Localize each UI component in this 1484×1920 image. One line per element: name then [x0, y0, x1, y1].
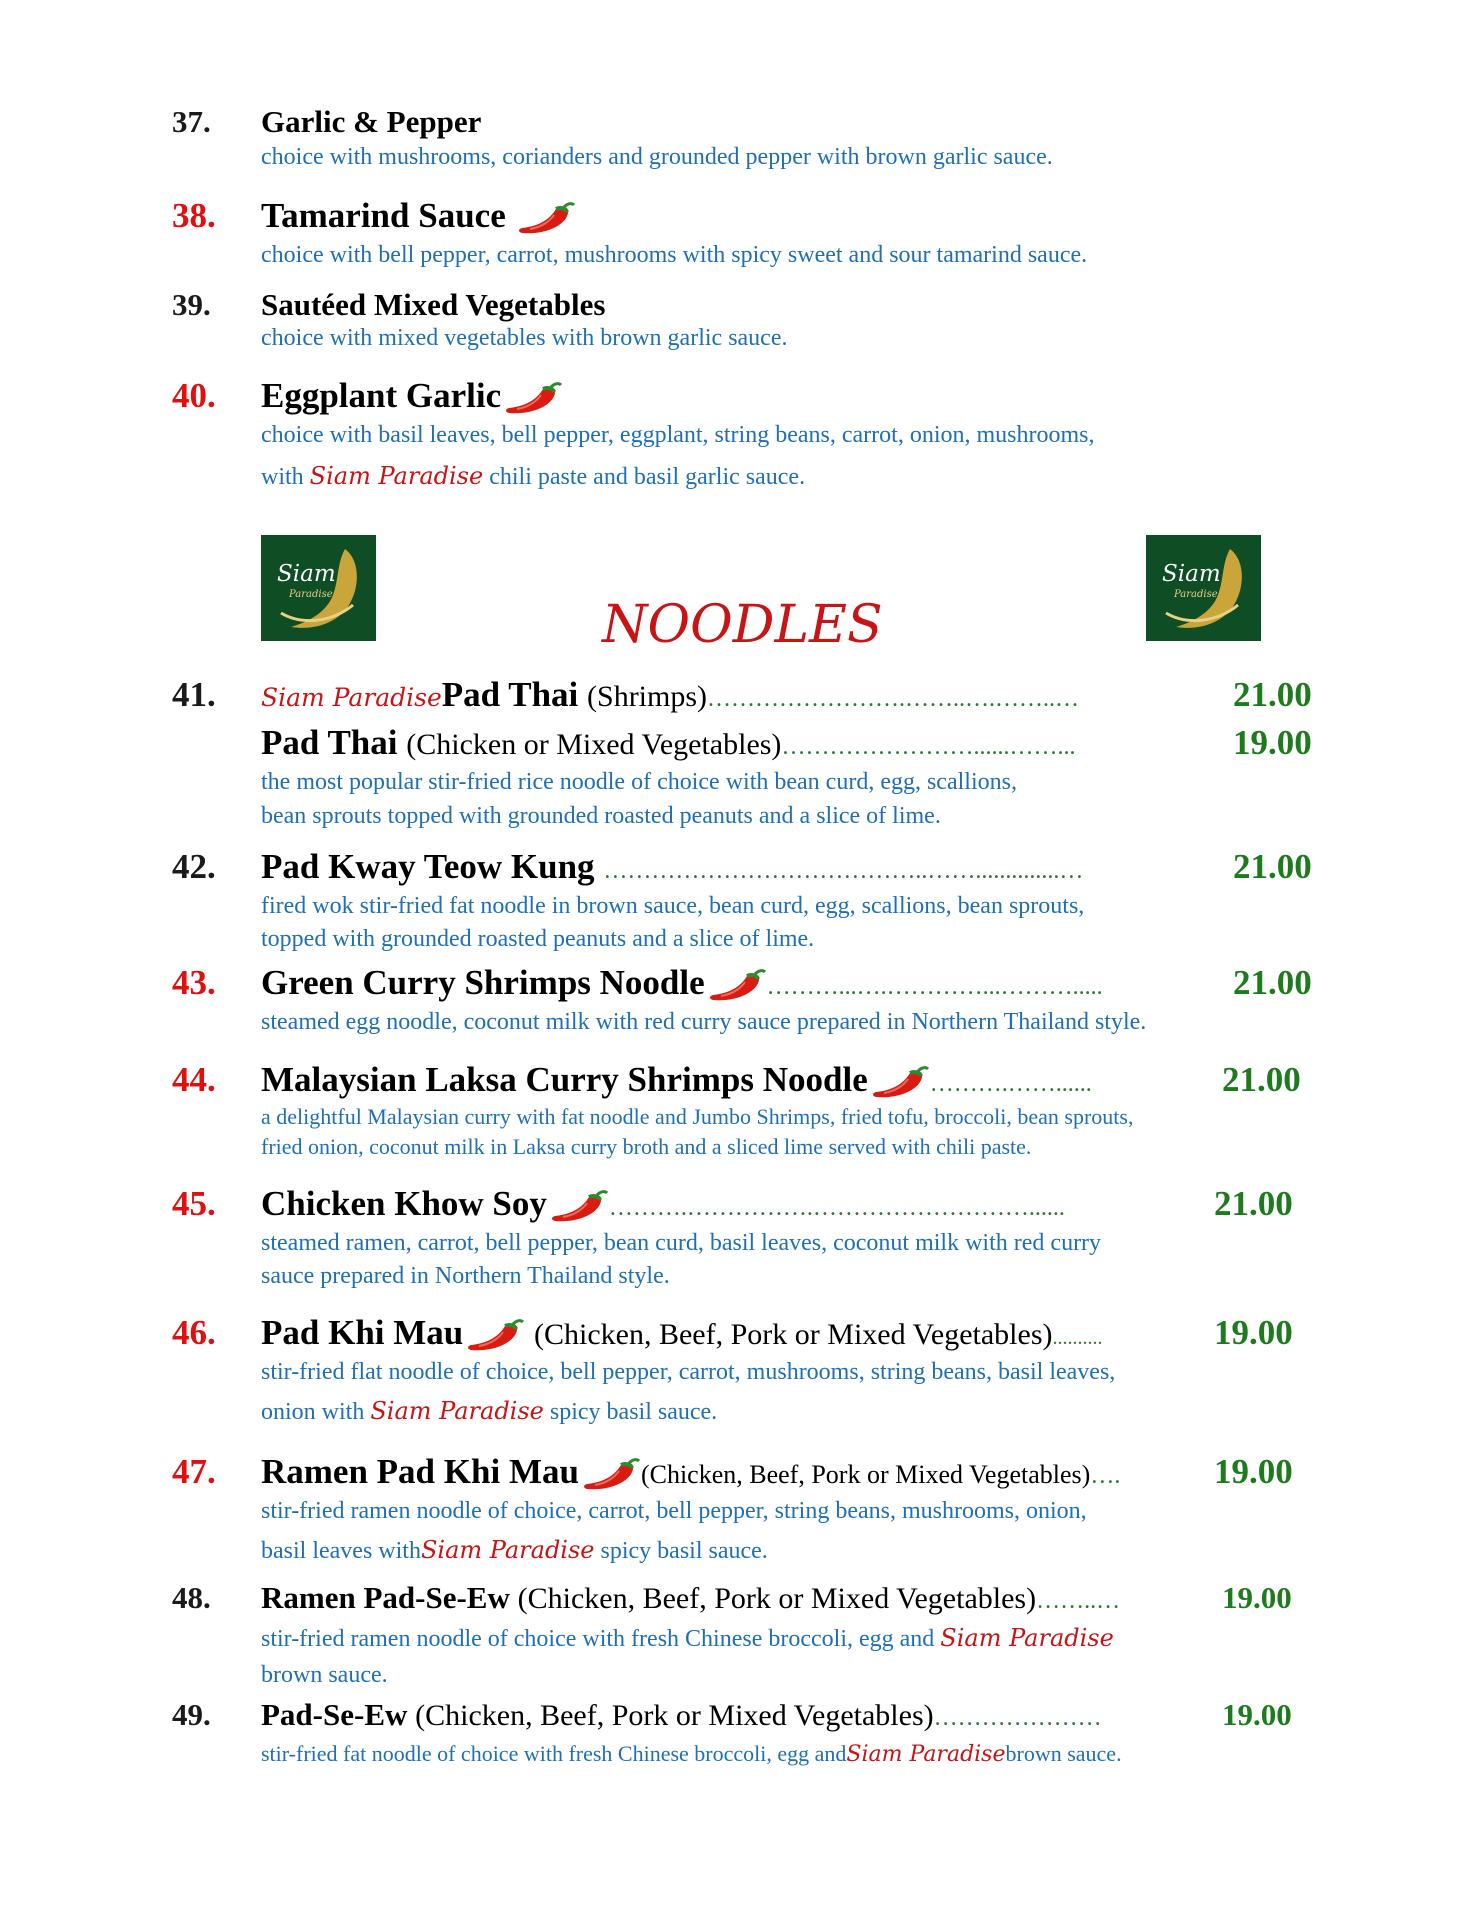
item-name: Green Curry Shrimps Noodle	[261, 963, 705, 1002]
item-number: 40.	[172, 376, 216, 415]
item-description: steamed ramen, carrot, bell pepper, bean curd, basil leaves, coconut milk with red curry	[261, 1230, 1102, 1256]
item-number: 39.	[172, 287, 211, 322]
leader-dots: ……….……......	[929, 1071, 1092, 1097]
item-name: Pad Thai	[441, 675, 579, 714]
item-name: Tamarind Sauce	[261, 196, 506, 235]
item-title-variant: Pad Thai (Chicken or Mixed Vegetables)……………………......……...	[261, 723, 1076, 762]
brand-name: Siam Paradise	[846, 1742, 1006, 1767]
item-description-line2: with Siam Paradise chili paste and basil garlic sauce.	[261, 462, 806, 490]
item-title: Pad Khi Mau (Chicken, Beef, Pork or Mixed Vegetables)..........	[261, 1313, 1103, 1356]
brand-name: Siam Paradise	[370, 1397, 544, 1425]
section-title: NOODLES	[602, 595, 883, 655]
item-title	[261, 376, 563, 419]
item-description: stir-fried flat noodle of choice, bell pepper, carrot, mushrooms, string beans, basil leaves,	[261, 1359, 1116, 1385]
item-price: 19.00	[1214, 1452, 1293, 1491]
item-description: stir-fried fat noodle of choice with fresh Chinese broccoli, egg andSiam Paradisebrown sauce.	[261, 1741, 1122, 1767]
item-description-line2: onion with Siam Paradise spicy basil sauce.	[261, 1397, 718, 1425]
item-number: 42.	[172, 847, 216, 886]
item-number: 47.	[172, 1452, 216, 1491]
brand-name: Siam Paradise	[420, 1536, 595, 1564]
item-description-line2: fried onion, coconut milk in Laksa curry broth and a sliced lime served with chili paste.	[261, 1134, 1032, 1159]
item-number: 48.	[172, 1580, 211, 1615]
item-title: Ramen Pad-Se-Ew (Chicken, Beef, Pork or Mixed Vegetables)……..…	[261, 1580, 1121, 1615]
item-title	[261, 847, 1083, 887]
item-title: Siam ParadisePad Thai (Shrimps)…………………….……..….……..…	[261, 675, 1080, 714]
item-number: 45.	[172, 1184, 216, 1223]
leader-dots: ……………………......……...	[781, 734, 1076, 760]
item-price-variant: 19.00	[1233, 723, 1312, 762]
item-description: steamed egg noodle, coconut milk with red curry sauce prepared in Northern Thailand style.	[261, 1009, 1147, 1035]
item-price: 21.00	[1233, 963, 1312, 1002]
chili-pepper-icon	[516, 199, 576, 239]
item-name: Sautéed Mixed Vegetables	[261, 287, 606, 322]
item-description-line2: bean sprouts topped with grounded roasted peanuts and a slice of lime.	[261, 803, 941, 829]
item-title	[261, 1184, 1065, 1227]
chili-pepper-icon	[549, 1187, 609, 1227]
chili-pepper-icon	[465, 1316, 525, 1356]
item-description: stir-fried ramen noodle of choice with fresh Chinese broccoli, egg and Siam Paradise	[261, 1624, 1114, 1652]
item-number: 44.	[172, 1060, 216, 1099]
item-name: Pad-Se-Ew	[261, 1697, 408, 1732]
item-number: 38.	[172, 196, 216, 235]
item-description: choice with mushrooms, corianders and grounded pepper with brown garlic sauce.	[261, 144, 1053, 170]
item-title	[261, 963, 1103, 1006]
leader-dots: ………...….…………...……….....	[766, 974, 1103, 1000]
leader-dots: ..........	[1052, 1327, 1103, 1349]
item-title: Ramen Pad Khi Mau (Chicken, Beef, Pork or Mixed Vegetables)….	[261, 1452, 1120, 1495]
item-title	[261, 287, 605, 323]
chili-pepper-icon	[503, 379, 563, 419]
item-price: 21.00	[1233, 847, 1312, 886]
item-number: 46.	[172, 1313, 216, 1352]
item-description-line2: brown sauce.	[261, 1662, 388, 1688]
item-price: 19.00	[1214, 1313, 1293, 1352]
naga-icon	[261, 535, 376, 641]
siam-paradise-logo-right: Siam Paradise	[1146, 535, 1261, 641]
item-description: choice with bell pepper, carrot, mushrooms with spicy sweet and sour tamarind sauce.	[261, 242, 1088, 268]
leader-dots: ….	[1090, 1463, 1121, 1489]
item-description: choice with mixed vegetables with brown garlic sauce.	[261, 325, 788, 351]
item-name: Pad Kway Teow Kung	[261, 847, 595, 886]
naga-icon	[1146, 535, 1261, 641]
item-price: 19.00	[1222, 1697, 1292, 1732]
item-price: 21.00	[1233, 675, 1312, 714]
item-description: the most popular stir-fried rice noodle of choice with bean curd, egg, scallions,	[261, 769, 1017, 795]
item-price: 19.00	[1222, 1580, 1292, 1615]
item-price: 21.00	[1222, 1060, 1301, 1099]
leader-dots: ……..…	[1036, 1588, 1121, 1614]
leader-dots: …………………………………..……..............…	[603, 858, 1084, 884]
item-number: 43.	[172, 963, 216, 1002]
item-title: Pad-Se-Ew (Chicken, Beef, Pork or Mixed Vegetables)…………………	[261, 1697, 1102, 1732]
brand-name: Siam Paradise	[940, 1624, 1114, 1652]
item-number: 37.	[172, 104, 211, 139]
item-name: Malaysian Laksa Curry Shrimps Noodle	[261, 1060, 868, 1099]
item-name: Eggplant Garlic	[261, 376, 502, 415]
item-description-line2: basil leaves withSiam Paradise spicy basil sauce.	[261, 1536, 768, 1564]
item-description-line2: topped with grounded roasted peanuts and a slice of lime.	[261, 926, 815, 952]
item-name: Ramen Pad Khi Mau	[261, 1452, 579, 1491]
item-name: Ramen Pad-Se-Ew	[261, 1580, 510, 1615]
item-description: stir-fried ramen noodle of choice, carrot, bell pepper, string beans, mushrooms, onion,	[261, 1498, 1087, 1524]
item-number: 41.	[172, 675, 216, 714]
item-description-line2: sauce prepared in Northern Thailand style.	[261, 1263, 670, 1289]
chili-pepper-icon	[707, 966, 767, 1006]
chili-pepper-icon	[870, 1063, 930, 1103]
siam-paradise-logo-left: Siam Paradise	[261, 535, 376, 641]
leader-dots: …………………….……..….……..…	[707, 686, 1080, 712]
brand-name: Siam Paradise	[309, 462, 484, 490]
item-description: fired wok stir-fried fat noodle in brown sauce, bean curd, egg, scallions, bean sprouts,	[261, 893, 1085, 919]
item-number: 49.	[172, 1697, 211, 1732]
item-title	[261, 104, 481, 140]
item-name: Pad Khi Mau	[261, 1313, 464, 1352]
leader-dots: ……….…………….………………………......	[608, 1195, 1065, 1221]
item-description: choice with basil leaves, bell pepper, eggplant, string beans, carrot, onion, mushrooms,	[261, 422, 1095, 448]
item-title	[261, 1060, 1092, 1103]
item-title	[261, 196, 576, 239]
brand-name: Siam Paradise	[261, 683, 442, 712]
chili-pepper-icon	[581, 1455, 641, 1495]
item-name: Chicken Khow Soy	[261, 1184, 547, 1223]
leader-dots: …………………	[933, 1705, 1102, 1731]
item-description: a delightful Malaysian curry with fat noodle and Jumbo Shrimps, fried tofu, broccoli, bean sprouts,	[261, 1104, 1134, 1129]
item-price: 21.00	[1214, 1184, 1293, 1223]
item-name: Garlic & Pepper	[261, 104, 482, 139]
